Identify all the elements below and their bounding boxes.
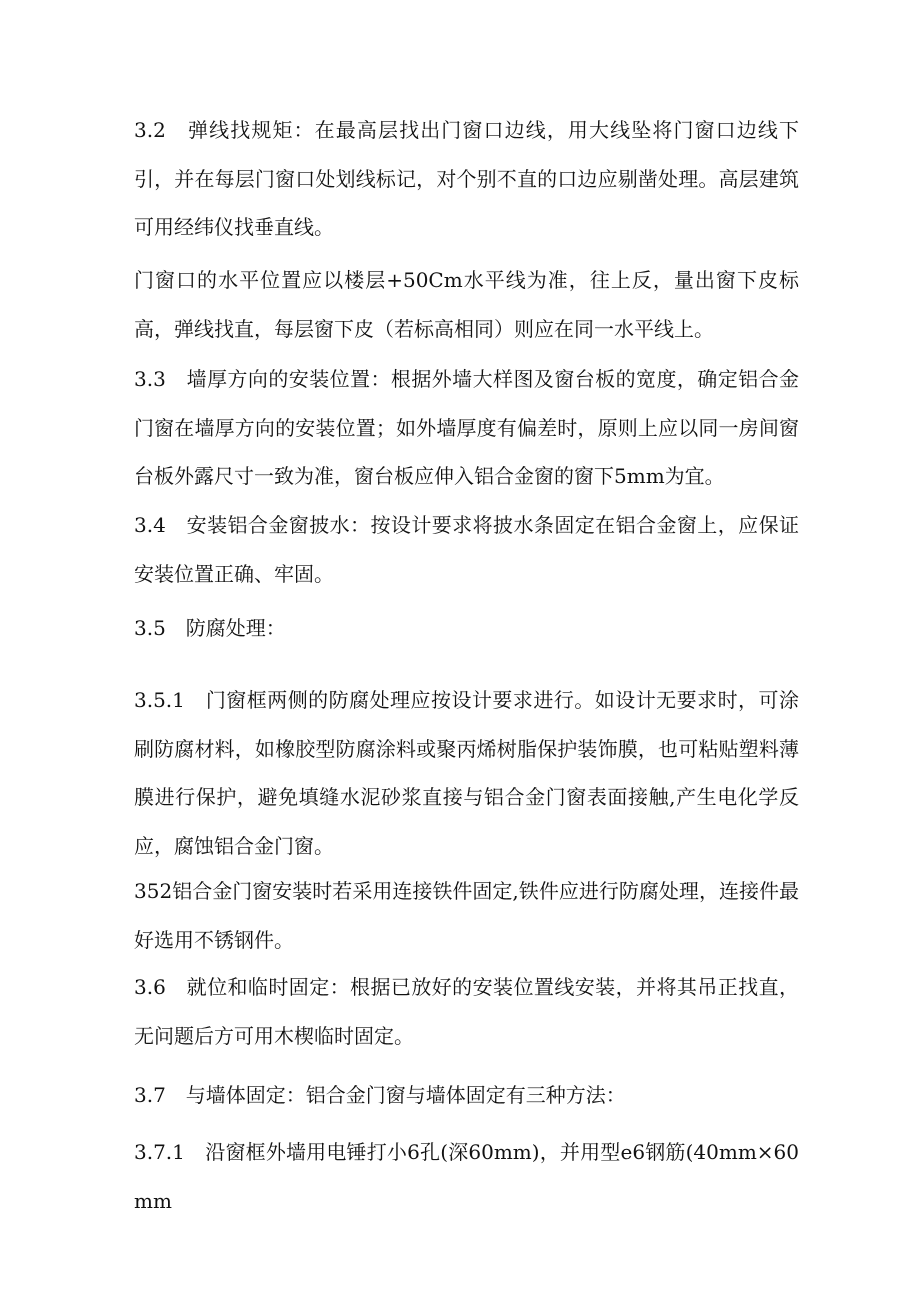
paragraph-3-5: 3.5 防腐处理：: [134, 616, 286, 640]
paragraph-3-2: 3.2 弹线找规矩：在最高层找出门窗口边线，用大线坠将门窗口边线下引，并在每层门窗口处划线标记，对个别不直的口边应剔凿处理。高层建筑可用经纬仪找垂直线。: [134, 118, 799, 239]
paragraph-3-7: 3.7 与墙体固定：铝合金门窗与墙体固定有三种方法：: [134, 1083, 626, 1107]
paragraph-3-5-1: 3.5.1 门窗框两侧的防腐处理应按设计要求进行。如设计无要求时，可涂刷防腐材料，如橡胶型防腐涂料或聚丙烯树脂保护装饰膜，也可粘贴塑料薄膜进行保护，避免填缝水泥砂浆直接与铝合金门窗表面接触,产生电化学反应，腐蚀铝合金门窗。: [134, 688, 799, 858]
paragraph-3-4: 3.4 安装铝合金窗披水：按设计要求将披水条固定在铝合金窗上，应保证安装位置正确、牢固。: [134, 513, 799, 586]
paragraph-3-5-2: 352铝合金门窗安装时若采用连接铁件固定,铁件应进行防腐处理，连接件最好选用不锈钢件。: [134, 879, 799, 952]
paragraph-3-6: 3.6 就位和临时固定：根据已放好的安装位置线安装，并将其吊正找直，无问题后方可用木楔临时固定。: [134, 975, 799, 1048]
paragraph-3-7-1: 3.7.1 沿窗框外墙用电锤打小6孔(深60mm)，并用型e6钢筋(40mm×60mm: [134, 1140, 799, 1213]
paragraph-window-level: 门窗口的水平位置应以楼层+50Cm水平线为准，往上反，量出窗下皮标高，弹线找直，每层窗下皮（若标高相同）则应在同一水平线上。: [134, 268, 799, 341]
paragraph-3-3: 3.3 墙厚方向的安装位置：根据外墙大样图及窗台板的宽度，确定铝合金门窗在墙厚方向的安装位置；如外墙厚度有偏差时，原则上应以同一房间窗台板外露尺寸一致为准，窗台板应伸入铝合金窗的窗下5mm为宜。: [134, 367, 799, 488]
